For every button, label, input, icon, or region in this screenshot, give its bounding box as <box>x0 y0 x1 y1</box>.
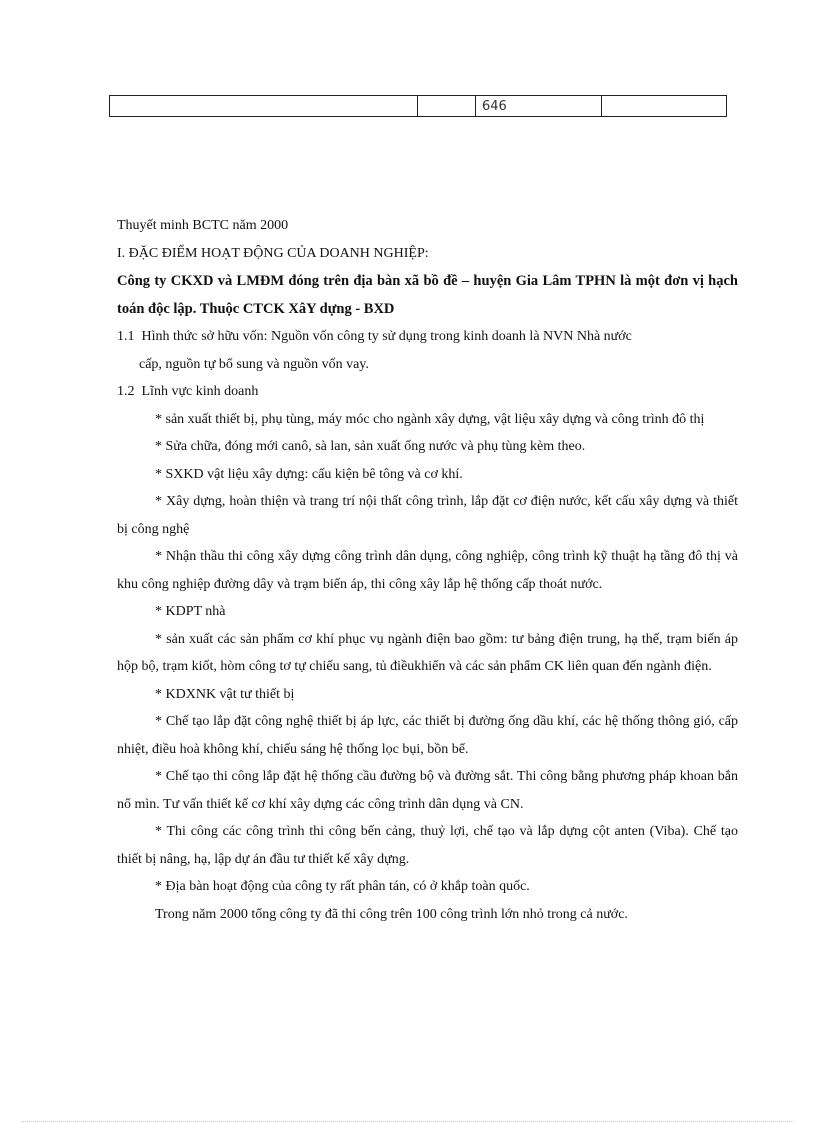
item-number: 1.2 <box>117 384 135 399</box>
summary-table <box>109 95 727 117</box>
business-line: * Chế tạo thi công lắp đặt hệ thống cầu đường bộ và đường sắt. Thi công bằng phương pháp khoan bắn nổ mìn. Tư vấn thiết kế cơ khí xây dựng các công trình dân dụng và CN. <box>117 769 738 812</box>
business-line: * sản xuất thiết bị, phụ tùng, máy móc cho ngành xây dựng, vật liệu xây dựng và công trình đô thị <box>155 411 705 427</box>
business-line: * Nhận thầu thi công xây dựng công trình dân dụng, công nghiệp, công trình kỹ thuật hạ tầng đô thị và khu công nghiệp đường dây và trạm biến áp, thi công xây lắp hệ thống cấp thoát nước. <box>117 549 738 592</box>
business-line: * KDXNK vật tư thiết bị <box>155 686 295 702</box>
business-line: * sản xuất các sản phẩm cơ khí phục vụ ngành điện bao gồm: tư bảng điện trung, hạ thế, trạm biến áp hộp bộ, trạm kiốt, hòm công tơ tự chiếu sang, tủ điềukhiển và các sản phẩm CK liên quan đến ngành điện. <box>117 631 738 674</box>
item-1-1-continuation: cấp, nguồn tự bổ sung và nguồn vốn vay. <box>139 356 369 372</box>
item-1-1 <box>117 323 738 351</box>
table-cell: 646 <box>476 96 602 117</box>
document-title: Thuyết minh BCTC năm 2000 <box>117 218 289 233</box>
item-number: 1.1 <box>117 329 135 344</box>
table-cell <box>110 96 418 117</box>
business-line: * SXKD vật liệu xây dựng: cấu kiện bê tông và cơ khí. <box>155 466 463 482</box>
item-text: Hình thức sở hữu vốn: Nguồn vốn công ty sử dụng trong kinh doanh là NVN Nhà nước <box>141 329 632 344</box>
document-body <box>117 212 738 928</box>
business-line: * Thi công các công trình thi công bến cảng, thuỷ lợi, chế tạo và lắp dựng cột anten (Viba). Chế tạo thiết bị nâng, hạ, lập dự án đầu tư thiết kế xây dựng. <box>117 824 738 867</box>
table-row <box>110 96 727 117</box>
business-line: * Địa bàn hoạt động của công ty rất phân tán, có ở khắp toàn quốc. <box>155 879 530 894</box>
closing-paragraph: Trong năm 2000 tổng công ty đã thi công trên 100 công trình lớn nhỏ trong cả nước. <box>155 906 628 922</box>
table-cell <box>602 96 727 117</box>
business-line: * Sửa chữa, đóng mới canô, sà lan, sản xuất ống nước và phụ tùng kèm theo. <box>155 439 586 454</box>
business-line: * Chế tạo lắp đặt công nghệ thiết bị áp lực, các thiết bị đường ống dầu khí, các hệ thống thông gió, cấp nhiệt, điều hoà không khí, chiếu sáng hệ thống lọc bụi, bồn bể. <box>117 714 738 757</box>
item-1-2 <box>117 378 738 406</box>
table-cell <box>418 96 476 117</box>
company-intro: Công ty CKXD và LMĐM đóng trên địa bàn xã bồ đề – huyện Gia Lâm TPHN là một đơn vị hạch toán độc lập. Thuộc CTCK XâY dựng - BXD <box>117 273 738 317</box>
business-line: * Xây dựng, hoàn thiện và trang trí nội thất công trình, lắp đặt cơ điện nước, kết cấu xây dựng và thiết bị công nghệ <box>117 494 738 537</box>
item-text: Lĩnh vực kinh doanh <box>141 384 259 399</box>
business-line: * KDPT nhà <box>155 604 226 619</box>
section-heading: I. ĐẶC ĐIỂM HOẠT ĐỘNG CỦA DOANH NGHIỆP: <box>117 245 429 261</box>
page-bottom-divider <box>22 1121 794 1122</box>
